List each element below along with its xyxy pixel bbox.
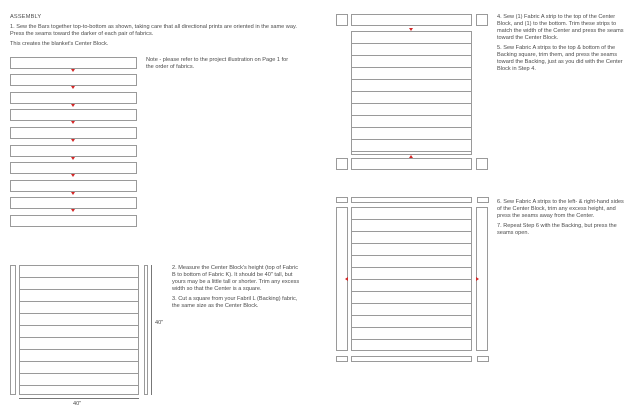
seam-arrow <box>71 104 75 107</box>
seam-arrow <box>71 86 75 89</box>
top-strip <box>351 197 472 203</box>
step-2-text: 2. Measure the Center Block's height (top of Fabric B to bottom of Fabric K). It should be 40" tall, but yours may be a little tall or shorter. Trim any excess width so that the Center is a square. <box>172 265 300 292</box>
bar-strip <box>10 127 137 139</box>
order-note: Note - please refer to the project illustration on Page 1 for the order of fabrics. <box>146 57 289 70</box>
bar-strip <box>10 215 137 227</box>
step-4-text: 4. Sew (1) Fabric A strip to the top of the Center Block, and (1) to the bottom. Trim these strips to match the width of the Center and press the seams toward the Center Block. <box>497 14 624 41</box>
width-dimension-label: 40" <box>73 401 82 407</box>
bar-strip <box>10 162 137 174</box>
bottom-strip <box>351 158 472 170</box>
steps-6-7-text <box>497 199 625 240</box>
bar-strip <box>10 109 137 121</box>
step-6-text: 6. Sew Fabric A strips to the left- & right-hand sides of the Center Block, trim any excess height, and press the seams away from the Center. <box>497 199 624 219</box>
seam-arrow <box>71 192 75 195</box>
center-block <box>351 207 472 351</box>
bar-strip <box>10 180 137 192</box>
seam-arrow <box>345 277 348 281</box>
step-1-text <box>10 24 300 51</box>
right-side-strip <box>144 265 148 395</box>
seam-arrow <box>71 209 75 212</box>
bar-strip <box>10 145 137 157</box>
bar-strip <box>10 197 137 209</box>
bar-strip <box>10 57 137 69</box>
corner-square <box>336 158 348 170</box>
seam-arrow <box>71 139 75 142</box>
center-block <box>19 265 139 395</box>
corner-square <box>476 158 488 170</box>
seam-arrow <box>71 174 75 177</box>
step-1-instruction: 1. Sew the Bars together top-to-bottom as shown, taking care that all directional prints are oriented in the same way. Press the seams toward the darker of each pair of fabrics. <box>10 24 297 37</box>
height-dimension-line <box>151 265 152 395</box>
corner-square <box>477 356 489 362</box>
steps-2-3-text <box>172 265 300 313</box>
bar-strip <box>10 74 137 86</box>
corner-square <box>476 14 488 26</box>
left-side-strip <box>10 265 16 395</box>
seam-arrow <box>476 277 479 281</box>
step-1-result: This creates the blanket's Center Block. <box>10 41 109 47</box>
bar-strip <box>10 92 137 104</box>
top-strip <box>351 14 472 26</box>
corner-square <box>477 197 489 203</box>
steps-4-5-text <box>497 14 625 76</box>
height-dimension-label: 40" <box>155 320 164 326</box>
width-dimension-line <box>19 398 139 399</box>
seam-arrow <box>71 69 75 72</box>
assembly-heading: ASSEMBLY <box>10 14 42 20</box>
step-5-text: 5. Sew Fabric A strips to the top & bottom of the Backing square, trim them, and press the seams toward the Backing, just as you did with the Center Block in Step 4. <box>497 45 623 72</box>
corner-square <box>336 356 348 362</box>
step-7-text: 7. Repeat Step 6 with the Backing, but press the seams open. <box>497 223 617 236</box>
seam-arrow <box>71 121 75 124</box>
corner-square <box>336 197 348 203</box>
seam-arrow <box>71 157 75 160</box>
corner-square <box>336 14 348 26</box>
step-3-text: 3. Cut a square from your Fabril L (Backing) fabric, the same size as the Center Block. <box>172 296 298 309</box>
center-block <box>351 31 472 155</box>
bottom-strip <box>351 356 472 362</box>
